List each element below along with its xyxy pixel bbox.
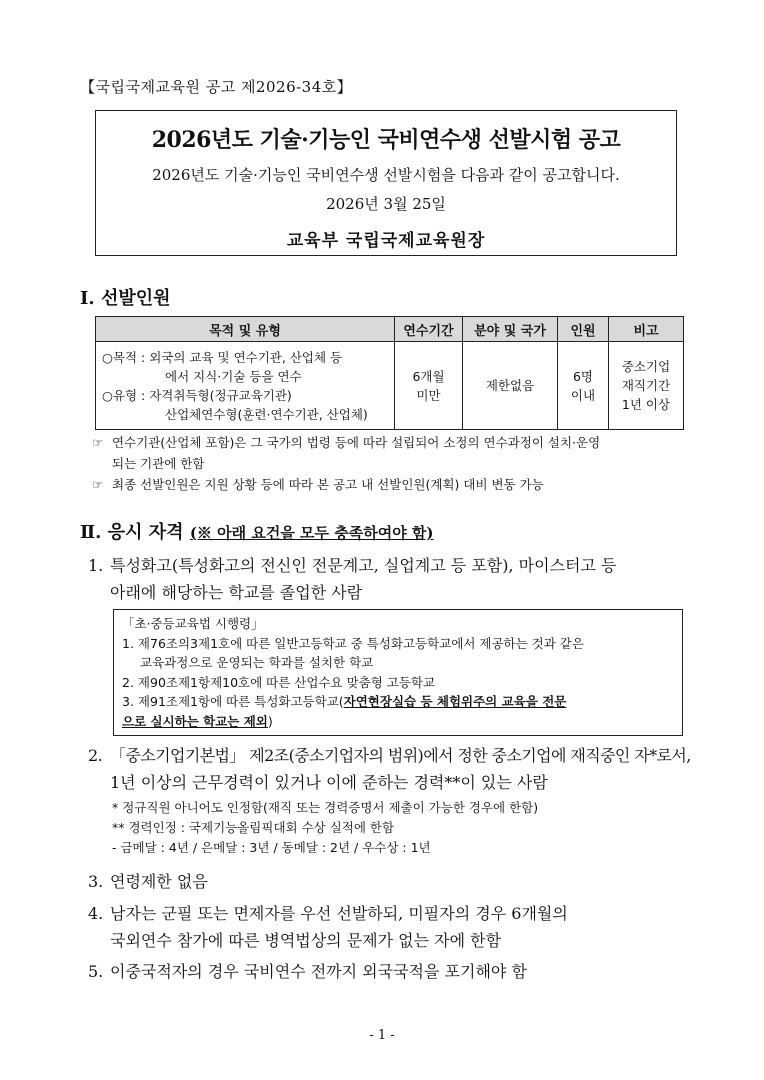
title-box <box>95 110 677 256</box>
remarks-line: 1년 이상 <box>621 397 671 412</box>
cell-field: 제한없음 <box>463 342 558 430</box>
footnote-line: * 정규직원 아니어도 인정함(재직 또는 경력증명서 제출이 가능한 경우에 한함) <box>112 800 539 815</box>
col-header-purpose: 목적 및 유형 <box>96 317 395 342</box>
note-item <box>92 474 600 495</box>
item-number: 5. <box>88 962 104 981</box>
type-line: ○유형 : 자격취득형(정규교육기관) <box>102 387 292 403</box>
period-unit: 미만 <box>416 387 441 403</box>
law-item-emphasis: 으로 실시하는 학교는 제외 <box>122 713 268 729</box>
law-item <box>122 634 674 654</box>
cell-count <box>558 342 609 430</box>
notice-date: 2026년 3월 25일 <box>326 195 446 213</box>
qualification-item-5 <box>88 958 698 985</box>
law-excerpt-box <box>113 609 683 736</box>
section1-heading: Ⅰ. 선발인원 <box>80 288 171 309</box>
law-item-emphasis: 자연현장실습 등 체험위주의 교육을 전문 <box>343 694 567 709</box>
footnote-line: ** 경력인정 : 국제기능올림픽대회 수상 실적에 한함 <box>112 820 395 835</box>
col-header-count: 인원 <box>558 317 609 342</box>
law-item-text: 제76조의3제1호에 따른 일반고등학교 중 특성화고등학교에서 제공하는 것과 같은 <box>137 635 584 651</box>
section2-heading-note: (※ 아래 요건을 모두 충족하여야 함) <box>189 524 434 542</box>
law-item-text: 제90조제1항제10호에 따른 산업수요 맞춤형 고등학교 <box>137 674 436 690</box>
note-line: 연수기관(산업체 포함)은 그 국가의 법령 등에 따라 설립되어 소정의 연수과정이 설치·운영 <box>112 435 601 450</box>
item-text: 남자는 군필 또는 면제자를 우선 선발하되, 미필자의 경우 6개월의 <box>110 904 568 923</box>
law-item-text: 제91조제1항에 따른 특성화고등학교( <box>137 694 344 709</box>
issuer: 교육부 국립국제교육원장 <box>286 231 486 251</box>
item-text: 이중국적자의 경우 국비연수 전까지 외국국적을 포기해야 함 <box>110 962 527 981</box>
section2-title: Ⅱ. 응시 자격 <box>80 522 184 543</box>
purpose-line: 에서 지식·기술 등을 연수 <box>165 368 302 384</box>
note-line: 최종 선발인원은 지원 상황 등에 따라 본 공고 내 선발인원(계획) 대비 변동 가능 <box>112 477 544 492</box>
count-value: 6명 <box>572 368 594 384</box>
law-item <box>122 692 674 712</box>
law-item-text: 교육과정으로 운영되는 학과를 설치한 학교 <box>140 655 374 670</box>
selection-table <box>95 316 684 430</box>
page-number: - 1 - <box>369 1028 395 1043</box>
law-item-number: 2. <box>122 674 134 690</box>
period-value: 6개월 <box>412 368 445 384</box>
notice-number: 【국립국제교육원 공고 제2026-34호】 <box>80 78 353 96</box>
item-text: 「중소기업기본법」 제2조(중소기업자의 범위)에서 정한 중소기업에 재직중인 자*로서, <box>110 746 691 765</box>
item-number: 4. <box>88 904 104 923</box>
item-number: 2. <box>88 746 103 765</box>
section2-heading <box>80 518 434 544</box>
purpose-line: ○목적 : 외국의 교육 및 연수기관, 산업체 등 <box>102 349 343 365</box>
cell-purpose <box>96 342 395 430</box>
item-number: 3. <box>88 872 104 891</box>
law-item-number: 3. <box>122 694 134 709</box>
law-item-number: 1. <box>122 635 134 651</box>
qualification-item-4 <box>88 900 698 954</box>
item-text: 연령제한 없음 <box>110 872 208 891</box>
document-title: 2026년도 기술·기능인 국비연수생 선발시험 공고 <box>151 127 621 153</box>
pointing-hand-icon: ☞ <box>92 477 104 492</box>
footnote-line: - 금메달 : 4년 / 은메달 : 3년 / 동메달 : 2년 / 우수상 : 1년 <box>112 840 431 855</box>
cell-remarks <box>609 342 684 430</box>
section1-notes <box>92 432 600 495</box>
qualification-item-2 <box>88 742 698 796</box>
note-item <box>92 432 600 474</box>
remarks-line: 재직기간 <box>621 378 671 393</box>
note-line: 되는 기관에 한함 <box>112 456 205 471</box>
count-unit: 이내 <box>570 387 596 403</box>
item-text: 1년 이상의 근무경력이 있거나 이에 준하는 경력**이 있는 사람 <box>110 773 548 792</box>
law-item-text: ) <box>267 713 273 729</box>
intro-text: 2026년도 기술·기능인 국비연수생 선발시험을 다음과 같이 공고합니다. <box>152 166 620 184</box>
qualification-item-3 <box>88 868 698 895</box>
law-item <box>122 673 674 693</box>
col-header-remarks: 비고 <box>609 317 684 342</box>
col-header-period: 연수기간 <box>395 317 463 342</box>
law-title: 「초·중등교육법 시행령」 <box>122 616 264 631</box>
pointing-hand-icon: ☞ <box>92 435 104 450</box>
remarks-line: 중소기업 <box>621 359 671 374</box>
item-text: 특성화고(특성화고의 전신인 전문계고, 실업계고 등 포함), 마이스터고 등 <box>110 556 617 575</box>
col-header-field: 분야 및 국가 <box>463 317 558 342</box>
item-number: 1. <box>88 556 104 575</box>
qualification-item-2-notes <box>112 798 538 858</box>
qualification-item-1 <box>88 552 698 606</box>
type-line: 산업체연수형(훈련·연수기관, 산업체) <box>165 406 368 422</box>
item-text: 국외연수 참가에 따른 병역법상의 문제가 없는 자에 한함 <box>110 931 502 950</box>
item-text: 아래에 해당하는 학교를 졸업한 사람 <box>110 583 363 602</box>
cell-period <box>395 342 463 430</box>
